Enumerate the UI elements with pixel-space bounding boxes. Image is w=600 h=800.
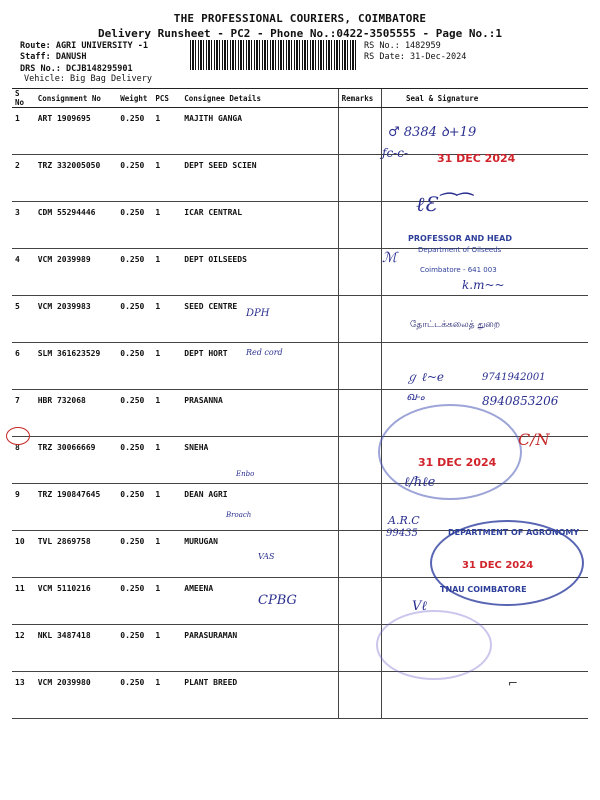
row-weight: 0.250: [117, 296, 152, 343]
row8-signature: ഖ‑ം: [406, 390, 425, 403]
row-pcs: 1: [152, 202, 181, 249]
row-consignee: SEED CENTRE: [181, 296, 338, 343]
row4-stamp-title: PROFESSOR AND HEAD: [408, 234, 512, 243]
row12-stamp-place: TNAU COIMBATORE: [440, 585, 527, 594]
row7-handnote: Red cord: [246, 348, 283, 357]
row-consignment: NKL 3487418: [35, 625, 118, 672]
footer-mark: ⌐: [508, 676, 519, 690]
row11-phone: 99435: [386, 528, 418, 539]
row-consignee: DEPT HORT: [181, 343, 338, 390]
row-sno: 9: [12, 484, 35, 531]
row-consignment: VCM 2039983: [35, 296, 118, 343]
row6-stamp: தோட்டக்கலைத் துறை: [410, 320, 500, 330]
row-sno: 12: [12, 625, 35, 672]
runsheet-subtitle: Delivery Runsheet - PC2 - Phone No.:0422-3505555 - Page No.:1: [98, 27, 502, 40]
row-pcs: 1: [152, 625, 181, 672]
row-sno: 4: [12, 249, 35, 296]
row-sno: 3: [12, 202, 35, 249]
row-sno: 8: [12, 437, 35, 484]
row-pcs: 1: [152, 672, 181, 719]
row-weight: 0.250: [117, 249, 152, 296]
company-title: THE PROFESSIONAL COURIERS, COIMBATORE: [173, 12, 427, 25]
rs-date: RS Date: 31-Dec-2024: [364, 52, 467, 62]
row11-handnote: Broach: [226, 511, 252, 519]
row4-stamp-place: Coimbatore - 641 003: [420, 266, 497, 274]
row4-signature: ℳ: [382, 250, 397, 266]
row7-signature: ℊ ℓ~e: [406, 370, 444, 384]
row-weight: 0.250: [117, 625, 152, 672]
row4-stamp-dept: Department of Oilseeds: [418, 246, 502, 254]
row5-signature: k.m~~: [462, 278, 505, 292]
table-header-row: [12, 89, 588, 108]
row9-handnote: C/N: [518, 430, 550, 449]
row-sno: 7: [12, 390, 35, 437]
row-remarks: [338, 108, 381, 155]
row-weight: 0.250: [117, 202, 152, 249]
row7-phone: 9741942001: [482, 372, 546, 383]
row-pcs: 1: [152, 296, 181, 343]
row13-round-stamp: [376, 610, 492, 680]
row-remarks: [338, 625, 381, 672]
row10-handnote: Enbo: [236, 470, 255, 478]
row-consignment: SLM 361623529: [35, 343, 118, 390]
row-consignee: DEPT SEED SCIEN: [181, 155, 338, 202]
row-weight: 0.250: [117, 390, 152, 437]
row-consignment: TRZ 332005050: [35, 155, 118, 202]
row-remarks: [338, 578, 381, 625]
row-weight: 0.250: [117, 531, 152, 578]
row-sno: 1: [12, 108, 35, 155]
row-pcs: 1: [152, 531, 181, 578]
row-pcs: 1: [152, 343, 181, 390]
row-consignee: MURUGAN: [181, 531, 338, 578]
row-signature: [382, 672, 589, 719]
row-consignment: VCM 2039980: [35, 672, 118, 719]
col-sno: S No: [12, 89, 35, 108]
row-consignee: SNEHA: [181, 437, 338, 484]
row-consignee: PLANT BREED: [181, 672, 338, 719]
row1-signature: ♂ 8384 ꝺ+19: [388, 125, 477, 140]
table-row: [12, 672, 588, 719]
drs-label: DRS No.: DCJB148295901: [20, 64, 133, 74]
row-consignment: CDM 55294446: [35, 202, 118, 249]
col-signature: Seal & Signature: [382, 89, 589, 108]
row-remarks: [338, 531, 381, 578]
row-weight: 0.250: [117, 484, 152, 531]
row-weight: 0.250: [117, 672, 152, 719]
row13-signature: Vℓ: [412, 599, 427, 614]
row-sno: 10: [12, 531, 35, 578]
row-consignment: TRZ 190847645: [35, 484, 118, 531]
row-pcs: 1: [152, 578, 181, 625]
row2-date-stamp: 31 DEC 2024: [437, 152, 516, 165]
row-consignee: DEPT OILSEEDS: [181, 249, 338, 296]
row-consignment: TVL 2869758: [35, 531, 118, 578]
row-pcs: 1: [152, 484, 181, 531]
vehicle-label: Vehicle: Big Bag Delivery: [24, 74, 152, 84]
row-consignment: HBR 732068: [35, 390, 118, 437]
row11-signature: A.R.C: [388, 514, 420, 527]
col-remarks: Remarks: [338, 89, 381, 108]
row6-handnote: DPH: [246, 308, 270, 319]
row-consignment: VCM 2039989: [35, 249, 118, 296]
row9-round-stamp: [378, 404, 522, 500]
table-row: [12, 625, 588, 672]
row-consignee: DEAN AGRI: [181, 484, 338, 531]
row-consignment: VCM 5110216: [35, 578, 118, 625]
row12-stamp-title: DEPARTMENT OF AGRONOMY: [448, 528, 580, 537]
row-pcs: 1: [152, 108, 181, 155]
row-consignment: ART 1909695: [35, 108, 118, 155]
row-remarks: [338, 202, 381, 249]
row-sno: 11: [12, 578, 35, 625]
row10-date-stamp: 31 DEC 2024: [418, 456, 497, 469]
col-consignee: Consignee Details: [181, 89, 338, 108]
row-remarks: [338, 155, 381, 202]
row8-phone: 8940853206: [482, 394, 559, 408]
row12-handnote: VAS: [258, 552, 275, 561]
col-weight: Weight: [117, 89, 152, 108]
row-consignee: ICAR CENTRAL: [181, 202, 338, 249]
row-weight: 0.250: [117, 108, 152, 155]
row-consignee: MAJITH GANGA: [181, 108, 338, 155]
row13-handnote: CPBG: [258, 593, 297, 608]
row-sno: 2: [12, 155, 35, 202]
rs-number: RS No.: 1482959: [364, 41, 441, 51]
col-pcs: PCS: [152, 89, 181, 108]
row-sno: 6: [12, 343, 35, 390]
row2-signature: ƒc‑c‑: [382, 146, 408, 160]
row-remarks: [338, 484, 381, 531]
row-remarks: [338, 296, 381, 343]
row-remarks: [338, 672, 381, 719]
row-remarks: [338, 343, 381, 390]
row-remarks: [338, 437, 381, 484]
row-pcs: 1: [152, 249, 181, 296]
row9-circle-mark: [6, 427, 30, 445]
row-remarks: [338, 390, 381, 437]
row3-signature: ℓƐ⁀⁀: [416, 192, 469, 216]
row-consignee: AMEENA: [181, 578, 338, 625]
row-sno: 5: [12, 296, 35, 343]
row-weight: 0.250: [117, 343, 152, 390]
row-pcs: 1: [152, 437, 181, 484]
row12-date-stamp: 31 DEC 2024: [462, 560, 534, 571]
row-sno: 13: [12, 672, 35, 719]
row-consignee: PARASURAMAN: [181, 625, 338, 672]
row-pcs: 1: [152, 155, 181, 202]
row-signature: [382, 296, 589, 343]
row-weight: 0.250: [117, 155, 152, 202]
col-consignment: Consignment No: [35, 89, 118, 108]
table-row: [12, 108, 588, 155]
table-row: [12, 296, 588, 343]
row-weight: 0.250: [117, 437, 152, 484]
barcode: [190, 40, 356, 70]
row-pcs: 1: [152, 390, 181, 437]
row10-signature: ℓ/ℏℓe: [404, 475, 436, 490]
row-weight: 0.250: [117, 578, 152, 625]
row-remarks: [338, 249, 381, 296]
route-label: Route: AGRI UNIVERSITY -1: [20, 41, 148, 51]
row-consignment: TRZ 30066669: [35, 437, 118, 484]
row-consignee: PRASANNA: [181, 390, 338, 437]
staff-label: Staff: DANUSH: [20, 52, 87, 62]
